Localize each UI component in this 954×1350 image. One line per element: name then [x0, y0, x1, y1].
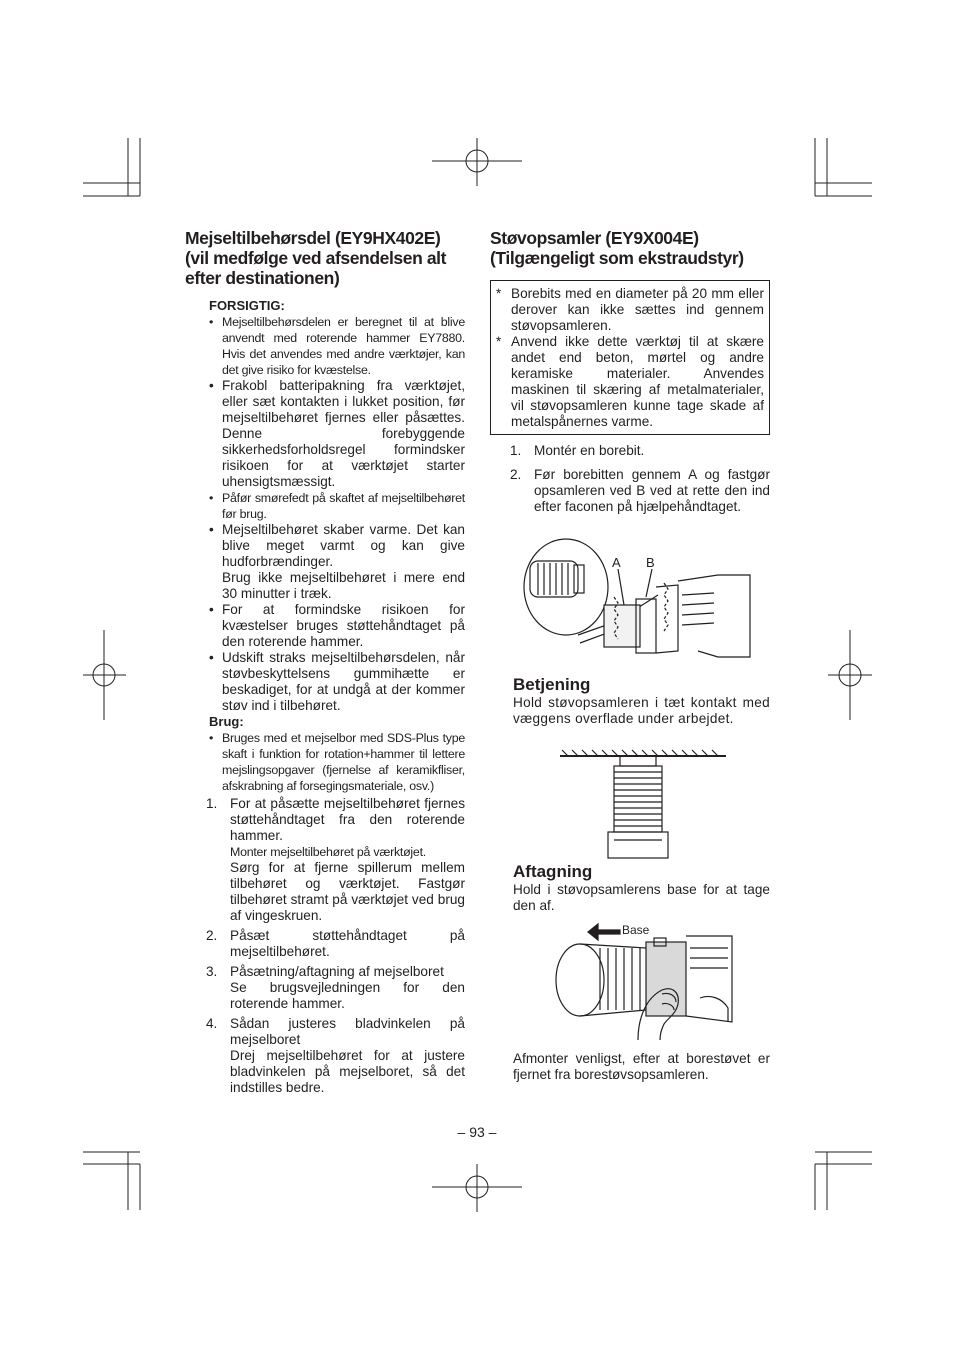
step-item: 2. Før borebitten gennem A og fastgør opsamleren ved B ved at rette den ind efter faconen på hjælpehåndtaget.	[510, 467, 770, 514]
step-item: 1. For at påsætte mejseltilbehøret fjernes støttehåndtaget fra den roterende hammer. Monter mejseltilbehøret på værktøjet. Sørg for at fjerne spillerum mellem tilbehøret og værktøjet. Fastgør tilbehøret stramt på værktøjet ved brug af vingeskruen.	[206, 796, 465, 923]
note-box	[490, 280, 770, 435]
label-b: B	[646, 555, 655, 570]
operation-text: Hold støvopsamleren i tæt kontakt med væggens overflade under arbejdet.	[513, 695, 770, 726]
dust-steps	[490, 443, 770, 515]
caution-item: • Mejseltilbehørsdelen er beregnet til at blive anvendt med roterende hammer EY7880. Hvis det anvendes med andre værktøjer, kan det give risiko for kvæstelse.	[222, 314, 465, 378]
base-label: Base	[622, 923, 650, 937]
left-column	[185, 228, 465, 1100]
step-item: 4. Sådan justeres bladvinkelen på mejselboret Drej mejseltilbehøret for at justere bladvinkelen på mejselboret, så det indstilles bedre.	[206, 1016, 465, 1095]
removal-section	[490, 862, 770, 914]
caution-item: • Mejseltilbehøret skaber varme. Det kan blive meget varmt og kan give hudforbrændinger. Brug ikke mejseltilbehøret i mere end 30 minutter i træk.	[222, 522, 465, 602]
removal-footer	[490, 1051, 770, 1083]
note-item: * Borebits med en diameter på 20 mm eller derover kan ikke sættes ind gennem støvopsamleren.	[496, 286, 764, 333]
step-item: 2. Påsæt støttehåndtaget på mejseltilbehøret.	[206, 928, 465, 959]
use-item: • Bruges med et mejselbor med SDS-Plus type skaft i funktion for rotation+hammer til lettere mejslingsopgaver (fjernelse af keramikfliser, afskrabning af forsegingsmateriale, osv.)	[222, 730, 465, 794]
note-item: * Anvend ikke dette værktøj til at skære andet end beton, mørtel og andre keramiske materialer. Anvendes maskinen til skæring af metalmaterialer, vil støvopsamleren kunne tage skade af metalspånernes varme.	[496, 334, 764, 429]
chisel-section-title: Mejseltilbehørsdel (EY9HX402E) (vil medfølge ved afsendelsen alt efter destinationen)	[185, 228, 447, 288]
dust-collector-title: Støvopsamler (EY9X004E) (Tilgængeligt som ekstraudstyr)	[490, 228, 744, 268]
dust-collector-removal-figure	[550, 918, 734, 1042]
operation-section	[490, 675, 770, 727]
removal-text: Hold i støvopsamlerens base for at tage den af.	[513, 882, 770, 913]
caution-item: • Frakobl batteripakning fra værktøjet, eller sæt kontakten i lukket position, før mejseltilbehøret fjernes eller påsættes. Denne forebyggende sikkerhedsforholdsregel formindsker risikoen for at værktøjet starter uhensigtsmæssigt.	[222, 378, 465, 490]
page-number: – 93 –	[457, 1124, 497, 1140]
step-item: 1. Montér en borebit.	[510, 443, 645, 458]
caution-item: • For at formindske risikoen for kvæstelser bruges støttehåndtaget på den roterende hammer.	[222, 602, 465, 650]
dust-collector-ceiling-figure	[558, 748, 728, 860]
caution-heading: FORSIGTIG:	[209, 298, 285, 313]
use-list	[185, 730, 465, 794]
use-heading: Brug:	[209, 714, 244, 729]
step-item: 3. Påsætning/aftagning af mejselboret Se brugsvejledningen for den roterende hammer.	[206, 964, 465, 1011]
dust-collector-attach-figure	[518, 535, 754, 663]
caution-item: • Udskift straks mejseltilbehørsdelen, når støvbeskyttelsens gummihætte er beskadiget, for at undgå at der kommer støv ind i tilbehøret.	[222, 650, 465, 714]
removal-title: Aftagning	[513, 862, 593, 881]
chisel-steps	[185, 796, 465, 1096]
removal-footer-text: Afmonter venligst, efter at borestøvet er fjernet fra borestøvsopsamleren.	[513, 1051, 770, 1082]
right-column	[490, 228, 770, 519]
label-a: A	[612, 555, 621, 570]
caution-list	[185, 314, 465, 714]
caution-item: • Påfør smørefedt på skaftet af mejseltilbehøret før brug.	[222, 490, 465, 522]
caution-item-extra: Brug ikke mejseltilbehøret i mere end 30 minutter i træk.	[222, 570, 465, 601]
operation-title: Betjening	[513, 675, 591, 694]
